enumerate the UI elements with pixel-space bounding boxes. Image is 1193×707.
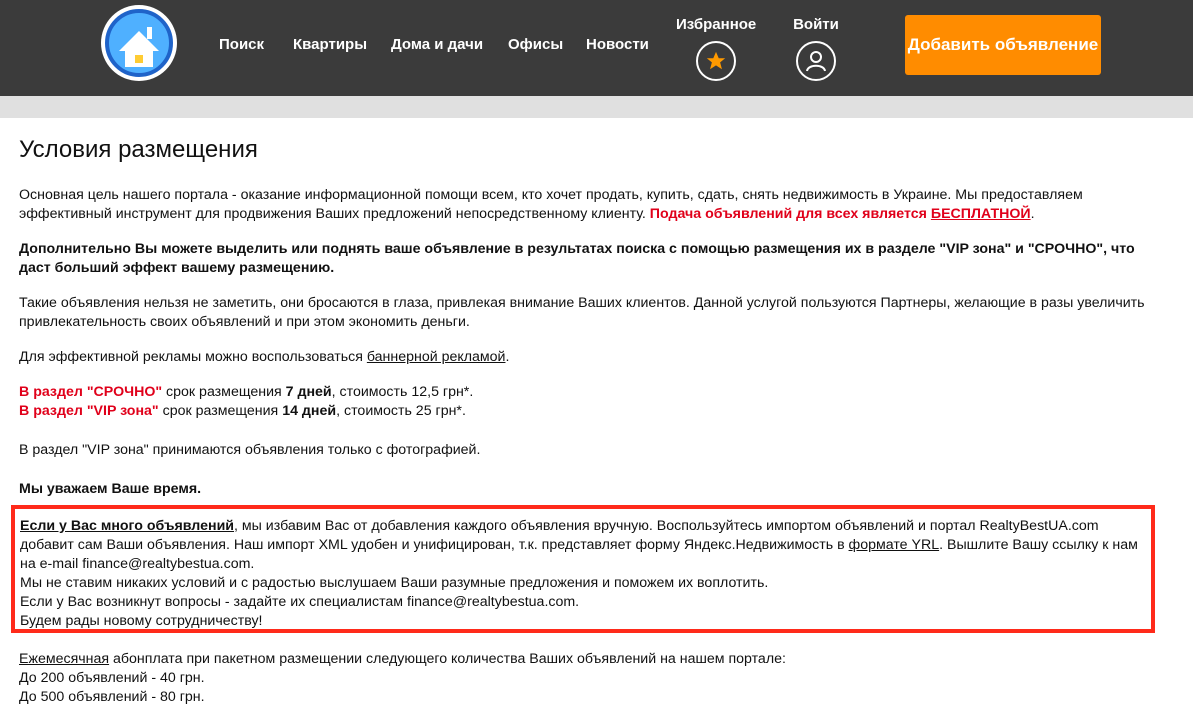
intro-paragraph	[19, 186, 1169, 224]
vip-text1: срок размещения	[158, 403, 283, 419]
intro-dot: .	[1030, 206, 1035, 222]
pricing-paragraph	[19, 383, 1169, 421]
nav-houses[interactable]: Дома и дачи	[391, 36, 484, 53]
nav-search[interactable]: Поиск	[219, 36, 265, 53]
yrl-format-link[interactable]: формате YRL	[848, 537, 940, 553]
import-line3: Если у Вас возникнут вопросы - задайте их специалистам finance@realtybestua.com.	[20, 594, 580, 610]
respect-paragraph	[19, 480, 1169, 499]
import-highlight-box	[11, 505, 1155, 633]
star-icon[interactable]	[696, 41, 736, 81]
logo-ring	[105, 9, 173, 77]
login-label: Войти	[793, 16, 839, 33]
vip-label: В раздел "VIP зона"	[19, 403, 159, 419]
add-listing-button[interactable]: Добавить объявление	[905, 15, 1101, 75]
nav-apartments[interactable]: Квартиры	[293, 36, 368, 53]
import-line2: Мы не ставим никаких условий и с радостью выслушаем Ваши разумные предложения и поможем их воплотить.	[20, 575, 769, 591]
promo-text: Дополнительно Вы можете выделить или поднять ваше объявление в результатах поиска с помощью размещения их в разделе "VIP зона" и "СРОЧНО", что даст больший эффект вашему размещению.	[19, 241, 1135, 276]
page-title: Условия размещения	[19, 136, 258, 163]
vip-days: 14 дней	[282, 403, 337, 419]
subheader-bar	[0, 96, 1193, 118]
vip-text2: , стоимость 25 грн*.	[336, 403, 466, 419]
favorites[interactable]	[676, 16, 756, 81]
page-content	[19, 134, 1169, 515]
banner-dot: .	[505, 349, 510, 365]
visibility-paragraph: Такие объявления нельзя не заметить, они бросаются в глаза, привлекая внимание Ваших клиентов. Данной услугой пользуются Партнеры, желающие в разы увеличить привлекательность своих объявлений и при этом экономить деньги.	[19, 295, 1145, 330]
house-icon	[109, 13, 169, 73]
site-header	[0, 0, 1193, 96]
urgent-label: В раздел "СРОЧНО"	[19, 384, 163, 400]
import-box-content	[20, 517, 1145, 631]
user-icon[interactable]	[796, 41, 836, 81]
banner-paragraph	[19, 348, 1169, 367]
favorites-label: Избранное	[676, 16, 757, 33]
banner-ad-link[interactable]: баннерной рекламой	[366, 349, 506, 365]
import-lead: Если у Вас много объявлений	[20, 518, 235, 534]
monthly-section	[19, 650, 786, 707]
import-line4: Будем рады новому сотрудничеству!	[20, 613, 263, 629]
monthly-row-1: До 200 объявлений - 40 грн.	[19, 670, 205, 686]
respect-text: Мы уважаем Ваше время.	[19, 481, 202, 497]
promo-paragraph	[19, 240, 1169, 278]
intro-text: Основная цель нашего портала - оказание информационной помощи всем, кто хочет продать, купить, сдать, снять недвижимость в Украине. Мы предоставляем эффективный инструмент для продвижения Ваших предложений непосредственному клиенту.	[19, 187, 1083, 222]
monthly-text: абонплата при пакетном размещении следующего количества Ваших объявлений на нашем портале:	[109, 651, 786, 667]
login[interactable]	[780, 16, 852, 81]
vip-photo-paragraph: В раздел "VIP зона" принимаются объявления только с фотографией.	[19, 442, 481, 458]
nav-offices[interactable]: Офисы	[508, 36, 564, 53]
banner-text: Для эффективной рекламы можно воспользоваться	[19, 349, 367, 365]
monthly-link[interactable]: Ежемесячная	[19, 651, 110, 667]
import-text2: . Вышлите Вашу ссылку к нам на e-mail finance@realtybestua.com.	[20, 537, 1138, 572]
import-text1: , мы избавим Вас от добавления каждого объявления вручную. Воспользуйтесь импортом объявлений и портал RealtyBestUA.com добавит сам Ваши объявления. Наш импорт XML удобен и унифицирован, т.к. представляет форму Яндекс.Недвижимость в	[20, 518, 1099, 553]
nav-news[interactable]: Новости	[586, 36, 649, 53]
free-link[interactable]: БЕСПЛАТНОЙ	[930, 206, 1031, 222]
site-logo[interactable]	[101, 5, 177, 81]
urgent-text1: срок размещения	[162, 384, 286, 400]
urgent-days: 7 дней	[285, 384, 332, 400]
free-notice: Подача объявлений для всех является	[649, 206, 931, 222]
monthly-row-2: До 500 объявлений - 80 грн.	[19, 689, 205, 705]
urgent-text2: , стоимость 12,5 грн*.	[331, 384, 474, 400]
